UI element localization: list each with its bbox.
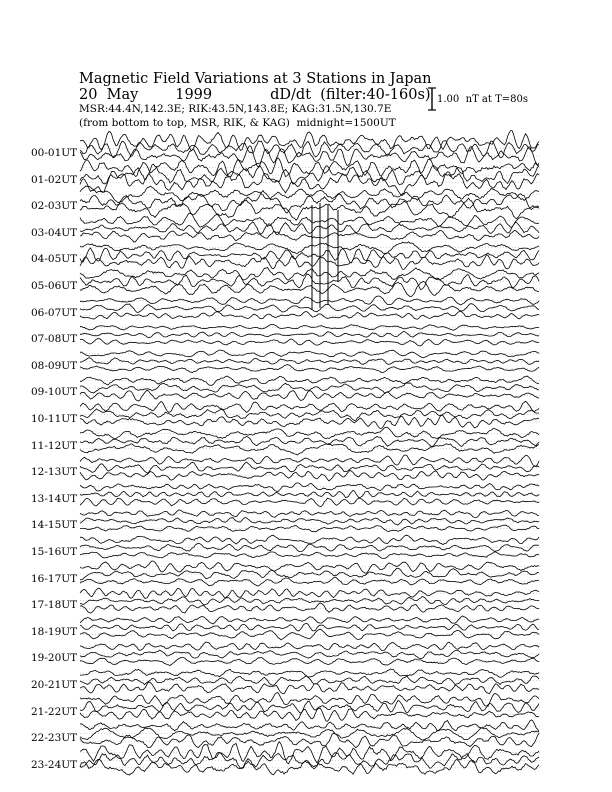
row-label: 09-10UT: [31, 386, 78, 399]
trace-kag: [80, 642, 539, 650]
row-label: 20-21UT: [31, 679, 78, 691]
row-label: 00-01UT: [31, 147, 78, 159]
trace-rik: [80, 358, 539, 365]
row-label: 01-02UT: [31, 173, 78, 186]
trace-kag: [80, 720, 539, 732]
row-label: 05-06UT: [31, 280, 78, 292]
row-label: 22-23UT: [31, 732, 78, 745]
trace-rik: [80, 568, 539, 580]
trace-msr: [80, 415, 539, 428]
trace-kag: [80, 427, 539, 438]
trace-kag: [80, 561, 539, 573]
row-label: 18-19UT: [31, 625, 78, 638]
trace-kag: [80, 131, 539, 151]
row-label: 10-11UT: [31, 413, 78, 425]
trace-kag: [80, 483, 539, 492]
trace-msr: [80, 759, 539, 776]
trace-msr: [80, 230, 539, 242]
trace-msr: [80, 603, 539, 613]
row-label: 06-07UT: [31, 306, 78, 319]
row-label: 08-09UT: [31, 359, 78, 372]
trace-msr: [80, 444, 539, 455]
trace-msr: [80, 552, 539, 559]
row-label: 07-08UT: [31, 333, 78, 346]
row-label: 16-17UT: [31, 572, 78, 585]
station-order-note: (from bottom to top, MSR, RIK, & KAG) midnight=1500UT: [79, 117, 396, 129]
trace-kag: [80, 213, 539, 227]
trace-msr: [80, 146, 539, 167]
scale-label: 1.00 nT at T=80s: [437, 94, 528, 105]
trace-msr: [80, 365, 539, 373]
trace-rik: [80, 274, 539, 289]
trace-kag: [80, 242, 539, 254]
trace-msr: [80, 629, 539, 640]
row-label: 02-03UT: [31, 200, 78, 213]
trace-msr: [80, 311, 539, 319]
trace-kag: [80, 455, 539, 466]
chart-title: Magnetic Field Variations at 3 Stations in Japan: [79, 71, 432, 87]
trace-kag: [80, 510, 539, 518]
trace-kag: [80, 350, 539, 358]
trace-rik: [80, 141, 539, 158]
trace-msr: [80, 498, 539, 506]
trace-msr: [80, 255, 539, 270]
row-label: 14-15UT: [31, 519, 78, 532]
row-label: 13-14UT: [31, 492, 78, 505]
trace-kag: [80, 376, 539, 385]
trace-rik: [80, 164, 539, 185]
row-label: 03-04UT: [31, 226, 78, 239]
row-label: 12-13UT: [31, 466, 78, 479]
row-label: 15-16UT: [31, 546, 78, 558]
row-label: 23-24UT: [31, 758, 78, 771]
trace-msr: [80, 172, 539, 196]
row-label: 11-12UT: [31, 439, 78, 452]
date-label: 20 May 1999: [79, 87, 213, 103]
row-label: 19-20UT: [31, 652, 78, 665]
station-coordinates: MSR:44.4N,142.3E; RIK:43.5N,143.8E; KAG:31.5N,130.7E: [79, 103, 392, 115]
component-label: dD/dt (filter:40-160s): [270, 87, 431, 103]
trace-rik: [80, 517, 539, 525]
row-label: 17-18UT: [31, 599, 78, 612]
trace-msr: [80, 390, 539, 401]
trace-rik: [80, 409, 539, 421]
row-label: 04-05UT: [31, 253, 78, 266]
row-label: 21-22UT: [31, 705, 78, 718]
trace-rik: [80, 248, 539, 263]
trace-rik: [80, 650, 539, 659]
